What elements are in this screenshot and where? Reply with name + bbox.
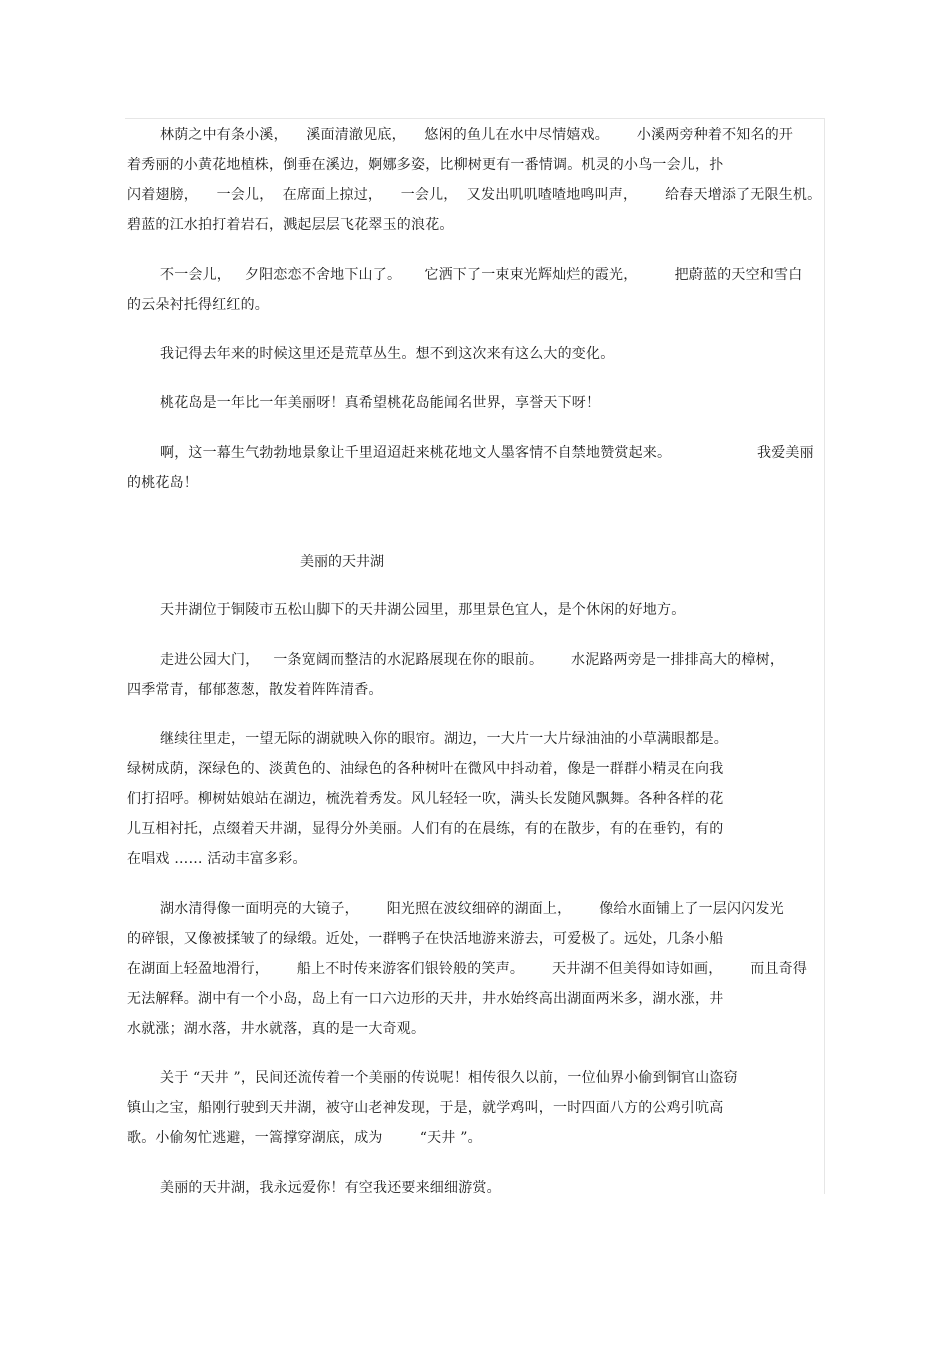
text-line: 绿树成荫，深绿色的、淡黄色的、油绿色的各种树叶在微风中抖动着，像是一群群小精灵在向我	[127, 761, 724, 777]
text-line: 继续往里走，一望无际的湖就映入你的眼帘。湖边，一大片一大片绿油油的小草满眼都是。	[160, 731, 728, 747]
text-line: 碧蓝的江水拍打着岩石，溅起层层飞花翠玉的浪花。	[127, 217, 454, 233]
text-line: 儿互相衬托，点缀着天井湖，显得分外美丽。人们有的在晨练，有的在散步，有的在垂钓，有的	[127, 821, 724, 837]
text-line: 的云朵衬托得红红的。	[127, 297, 269, 313]
text-line: 在唱戏 …… 活动丰富多彩。	[127, 851, 307, 867]
text-line: 啊，这一幕生气勃勃地景象让千里迢迢赶来桃花地文人墨客情不自禁地赞赏起来。	[160, 445, 672, 461]
text-line: 不一会儿， 夕阳恋恋不舍地下山了。 它洒下了一束束光辉灿烂的霞光， 把蔚蓝的天空和雪白	[160, 267, 803, 283]
text-line: 天井湖位于铜陵市五松山脚下的天井湖公园里，那里景色宜人，是个休闲的好地方。	[160, 602, 686, 618]
text-line: 美丽的天井湖，我永远爱你！有空我还要来细细游赏。	[160, 1180, 501, 1196]
text-line: 的碎银，又像被揉皱了的绿缎。近处，一群鸭子在快活地游来游去，可爱极了。远处，几条小船	[127, 931, 724, 947]
text-line: 水就涨；湖水落，井水就落，真的是一大奇观。	[127, 1021, 426, 1037]
text-line: 无法解释。湖中有一个小岛，岛上有一口六边形的天井，井水始终高出湖面两米多，湖水涨，井	[127, 991, 724, 1007]
text-line: 歌。小偷匆忙逃避，一篙撑穿湖底，成为 “天井 ”。	[127, 1130, 482, 1146]
text-line: 关于 “天井 ”，民间还流传着一个美丽的传说呢！相传很久以前，一位仙界小偷到铜官山盗窃	[160, 1070, 738, 1086]
text-line: 湖水清得像一面明亮的大镜子， 阳光照在波纹细碎的湖面上， 像给水面铺上了一层闪闪发光	[160, 901, 784, 917]
page-frame-right	[824, 118, 825, 1194]
text-line: 的桃花岛！	[127, 475, 198, 491]
text-line: 着秀丽的小黄花地植株，倒垂在溪边，婀娜多姿，比柳树更有一番情调。机灵的小鸟一会儿，扑	[127, 157, 724, 173]
text-line: 闪着翅膀， 一会儿， 在席面上掠过， 一会儿， 又发出叽叽喳喳地鸣叫声， 给春天增添了无限生机。	[127, 187, 822, 203]
text-line: 四季常青，郁郁葱葱，散发着阵阵清香。	[127, 682, 383, 698]
text-line: 桃花岛是一年比一年美丽呀！真希望桃花岛能闻名世界，享誉天下呀！	[160, 395, 601, 411]
text-line: 林荫之中有条小溪， 溪面清澈见底， 悠闲的鱼儿在水中尽情嬉戏。 小溪两旁种着不知名的开	[160, 127, 794, 143]
text-line: 们打招呼。柳树姑娘站在湖边，梳洗着秀发。风儿轻轻一吹，满头长发随风飘舞。各种各样的花	[127, 791, 724, 807]
text-line: 镇山之宝，船刚行驶到天井湖，被守山老神发现，于是，就学鸡叫，一时四面八方的公鸡引吭高	[127, 1100, 724, 1116]
text-line: 我记得去年来的时候这里还是荒草丛生。想不到这次来有这么大的变化。	[160, 346, 615, 362]
page-frame-top	[125, 118, 825, 119]
section-title: 美丽的天井湖	[300, 554, 384, 570]
text-line: 我爱美丽	[757, 445, 814, 461]
text-line: 在湖面上轻盈地滑行， 船上不时传来游客们银铃般的笑声。 天井湖不但美得如诗如画， 而且奇得	[127, 961, 808, 977]
text-line: 走进公园大门， 一条宽阔而整洁的水泥路展现在你的眼前。 水泥路两旁是一排排高大的樟树，	[160, 652, 785, 668]
